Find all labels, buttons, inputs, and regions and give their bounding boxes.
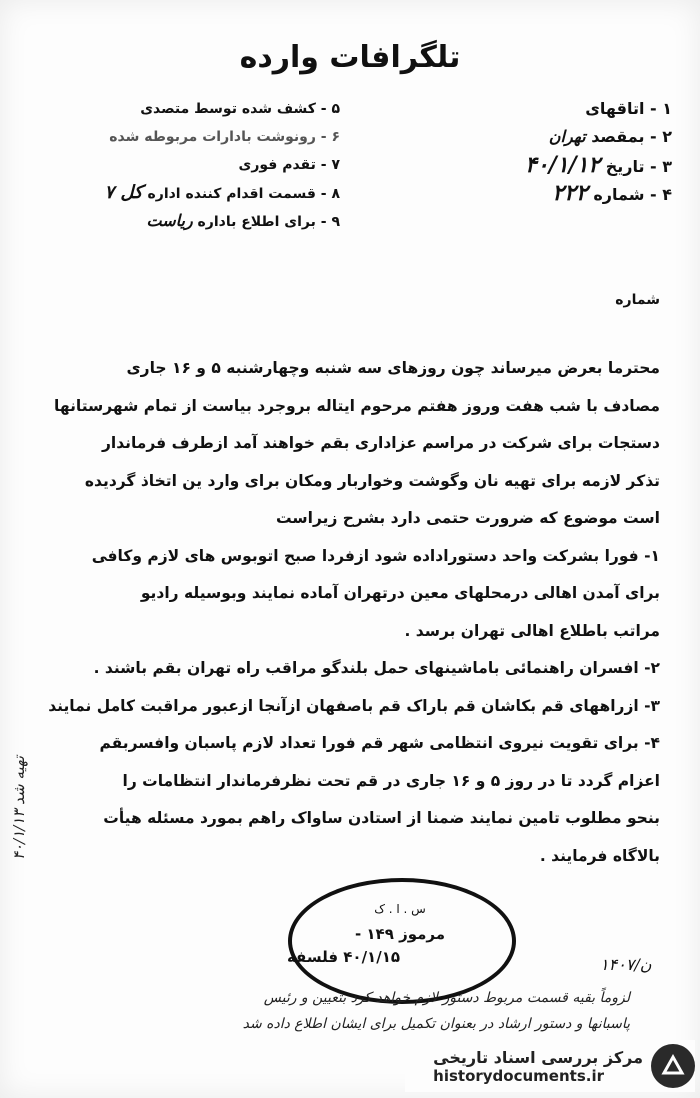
header-field-6: ۶ - رونوشت بادارات مربوطه شده: [109, 129, 340, 145]
header-field-9: ۹ - برای اطلاع باداره ریاست: [146, 211, 340, 230]
header-field-1: ۱ - اتاقهای: [585, 99, 672, 118]
signature: ۱۴۰۷/ن: [600, 955, 652, 974]
header-field-3: ۳ - تاریخ ۴۰/۱/۱۲: [524, 152, 672, 178]
body-line: ۴- برای تقویت نیروی انتظامی شهر قم فورا تعداد لازم پاسبان وافسربقم: [99, 734, 660, 752]
body-line: بنحو مطلوب تامین نمایند ضمنا از استادن ساواک راهم بمورد مسئله هیأت: [103, 809, 660, 827]
header-field-5: ۵ - کشف شده توسط متصدی: [140, 101, 340, 117]
header-field-8: ۸ - قسمت اقدام کننده اداره کل ۷: [104, 182, 340, 203]
header-right-fields: [422, 95, 672, 207]
body-line: ۲- افسران راهنمائی باماشینهای حمل بلندگو مراقب راه تهران بقم باشند .: [93, 659, 660, 677]
stamp-text: مرموز ۱۴۹ -: [354, 925, 446, 943]
body-line: مصادف با شب هفت وروز هفتم مرحوم ایتاله بروجرد بیاست از تمام شهرستانها: [54, 396, 660, 415]
hand-note-line: لزوماً بقیه قسمت مربوط دستور لازم خواهد کرد بتعیین و رئیس: [263, 990, 630, 1006]
body-line: ۱- فورا بشرکت واحد دستوراداده شود ازفردا صبح اتوبوس های لازم وکافی: [91, 546, 660, 565]
archive-logo-text: [433, 1048, 643, 1085]
handwritten-notes: [30, 985, 630, 1037]
body-line: تذکر لازمه برای تهیه نان وگوشت وخواربار ومکان برای وارد ین اتخاذ گردیده: [84, 471, 660, 490]
body-line: اعزام گردد تا در روز ۵ و ۱۶ جاری در قم تحت نظرفرماندار انتظامات را: [122, 771, 660, 790]
body-line: برای آمدن اهالی درمحلهای معین درتهران آماده نمایند وبوسیله رادیو: [140, 584, 660, 602]
archive-logo: [405, 1040, 695, 1092]
archive-logo-icon: [651, 1044, 695, 1088]
header-field-4: ۴ - شماره ۲۲۲: [552, 180, 672, 206]
reference-number-label: شماره: [615, 292, 660, 308]
margin-handwritten-note: ۴۰/۱/۱۳ تهیه شد: [10, 755, 28, 860]
header-field-2: ۲ - بمقصد تهران: [548, 127, 672, 146]
archive-url: historydocuments.ir: [433, 1066, 604, 1085]
stamp-top-text: س . ا . ک: [374, 902, 426, 916]
archive-name: مرکز بررسی اسناد تاریخی: [433, 1047, 643, 1067]
header-field-7: ۷ - تقدم فوری: [238, 157, 340, 173]
body-line: محترما بعرض میرساند چون روزهای سه شنبه وچهارشنبه ۵ و ۱۶ جاری: [126, 359, 660, 377]
body-line: دستجات برای شرکت در مراسم عزاداری بقم خواهند آمد ازطرف فرماندار: [101, 434, 660, 452]
date-line: ۴۰/۱/۱۵ فلسفه: [286, 948, 400, 966]
document-title: تلگرافات وارده: [239, 40, 461, 75]
body-line: است موضوع که ضرورت حتمی دارد بشرح زیراست: [276, 509, 660, 527]
body-line: ۳- ازراههای قم بکاشان قم باراک قم باصفهان ازآنجا ازعبور مراقبت کامل نمایند: [48, 696, 660, 715]
header-left-fields: [90, 95, 340, 235]
body-line: بالاگاه فرمایند .: [539, 846, 660, 865]
hand-note-line: پاسبانها و دستور ارشاد در بعنوان تکمیل برای ایشان اطلاع داده شد: [242, 1016, 630, 1032]
telegram-body: [30, 350, 660, 875]
body-line: مراتب باطلاع اهالی تهران برسد .: [404, 621, 660, 640]
